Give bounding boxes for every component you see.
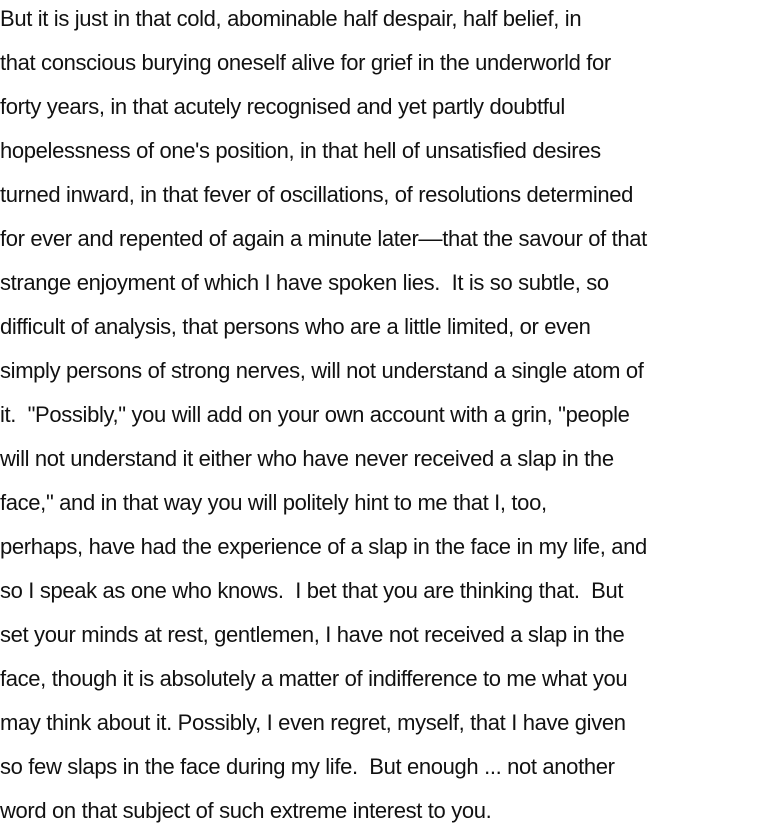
text-line: may think about it. Possibly, I even regret, myself, that I have given (0, 710, 626, 735)
text-line: that conscious burying oneself alive for grief in the underworld for (0, 50, 611, 75)
text-line: strange enjoyment of which I have spoken lies. It is so subtle, so (0, 270, 609, 295)
text-line: perhaps, have had the experience of a slap in the face in my life, and (0, 534, 647, 559)
text-line: hopelessness of one's position, in that hell of unsatisfied desires (0, 138, 601, 163)
text-line: so I speak as one who knows. I bet that you are thinking that. But (0, 578, 624, 603)
text-line: will not understand it either who have never received a slap in the (0, 446, 614, 471)
text-line: face, though it is absolutely a matter of indifference to me what you (0, 666, 628, 691)
text-line: face," and in that way you will politely hint to me that I, too, (0, 490, 547, 515)
text-line: for ever and repented of again a minute later––that the savour of that (0, 226, 647, 251)
text-line: forty years, in that acutely recognised and yet partly doubtful (0, 94, 565, 119)
text-line: word on that subject of such extreme interest to you. (0, 798, 492, 823)
text-line: so few slaps in the face during my life. But enough ... not another (0, 754, 615, 779)
text-line: turned inward, in that fever of oscillations, of resolutions determined (0, 182, 634, 207)
text-line: it. "Possibly," you will add on your own account with a grin, "people (0, 402, 630, 427)
text-line: difficult of analysis, that persons who are a little limited, or even (0, 314, 591, 339)
text-line: simply persons of strong nerves, will not understand a single atom of (0, 358, 644, 383)
text-line: set your minds at rest, gentlemen, I have not received a slap in the (0, 622, 625, 647)
text-line: But it is just in that cold, abominable half despair, half belief, in (0, 6, 582, 31)
